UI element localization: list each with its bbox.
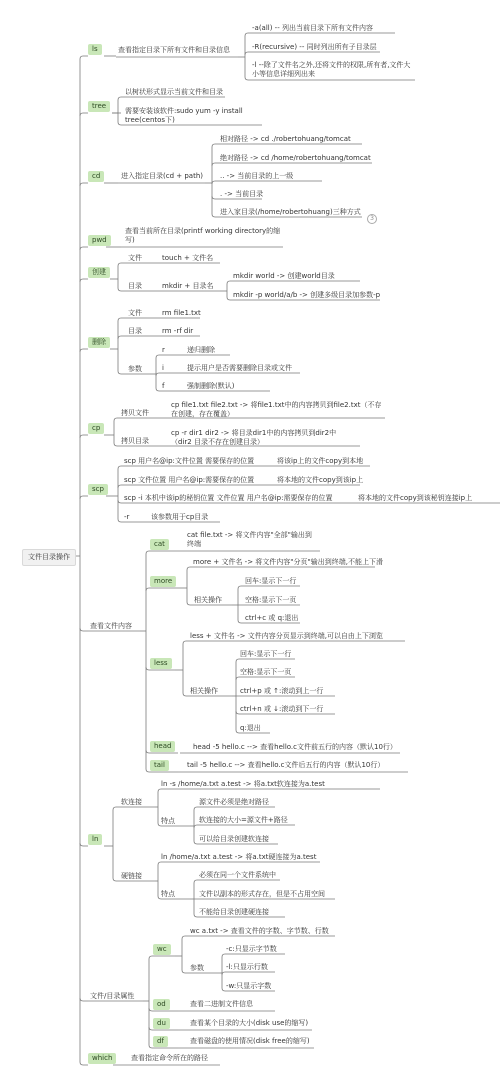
more-desc: more + 文件名 -> 将文件内容"分页"输出到终端,不能上下滑 bbox=[193, 558, 383, 566]
connector bbox=[156, 373, 300, 376]
ln-node: ln bbox=[88, 834, 102, 845]
scp-key: scp -i 本机中该ip的秘钥位置 文件位置 用户名@ip:需要保存的位置 bbox=[124, 494, 333, 502]
delete-param-r: r bbox=[162, 346, 165, 354]
tree-install: 需要安装该软件:sudo yum -y install tree(centos下) bbox=[125, 107, 243, 124]
connector bbox=[118, 318, 200, 321]
less-op-space: 空格:显示下一页 bbox=[240, 668, 292, 676]
more-op-quit: ctrl+c 或 q:退出 bbox=[245, 614, 299, 622]
connector bbox=[182, 936, 335, 939]
connector bbox=[80, 247, 88, 250]
delete-dir-cmd: rm -rf dir bbox=[162, 327, 194, 335]
connector bbox=[187, 567, 375, 570]
hard-feat-label: 特点 bbox=[161, 890, 175, 898]
cp-node: cp bbox=[88, 423, 104, 434]
soft-link-cmd: ln -s /home/a.txt a.test -> 将a.txt软连接为a.test bbox=[161, 780, 325, 788]
df-desc: 查看磁盘的使用情况(disk free的缩写) bbox=[190, 1037, 310, 1045]
connector bbox=[245, 33, 395, 36]
connector bbox=[113, 807, 155, 810]
connector bbox=[118, 485, 360, 488]
pwd-node: pwd bbox=[88, 235, 111, 246]
create-dir-label: 目录 bbox=[128, 282, 142, 290]
delete-param-f-desc: 强制删除(默认) bbox=[187, 382, 235, 390]
more-op-space: 空格:显示下一页 bbox=[245, 596, 297, 604]
cat-node: cat bbox=[150, 539, 169, 550]
attr-node: 文件/目录属性 bbox=[90, 992, 135, 1000]
connector bbox=[212, 181, 322, 184]
delete-dir-label: 目录 bbox=[128, 327, 142, 335]
connector bbox=[80, 349, 88, 352]
scp-r-desc: 该参数用于cp目录 bbox=[151, 513, 209, 521]
connector bbox=[236, 659, 295, 662]
head-desc: head -5 hello.c --> 查看hello.c文件前五行的内容（默认10行） bbox=[193, 743, 397, 751]
ls-option-l: -l --除了文件名之外,还将文件的权限,所有者,文件大小等信息详细列出来 bbox=[252, 61, 411, 78]
delete-param-label: 参数 bbox=[128, 365, 142, 373]
connector bbox=[222, 954, 285, 957]
scp-download: scp 用户名@ip:文件位置 需要保存的位置 bbox=[124, 457, 255, 465]
scp-upload-desc: 将本地的文件copy到该ip上 bbox=[277, 476, 364, 484]
soft-feat-label: 特点 bbox=[161, 817, 175, 825]
mkdir-example: mkdir world -> 创建world目录 bbox=[233, 272, 335, 280]
wc-node: wc bbox=[153, 944, 171, 955]
root-node: 文件目录操作 bbox=[22, 549, 76, 566]
connector bbox=[80, 1062, 88, 1065]
connector bbox=[227, 281, 360, 284]
connector bbox=[183, 641, 405, 644]
connector bbox=[80, 843, 88, 846]
connector bbox=[158, 862, 320, 865]
cd-node: cd bbox=[88, 171, 104, 182]
less-op-down: ctrl+n 或 ↓:滚动到下一行 bbox=[240, 705, 324, 713]
connector bbox=[236, 677, 295, 680]
wc-param-w: -w:只显示字数 bbox=[226, 982, 272, 990]
od-node: od bbox=[153, 999, 170, 1010]
connector bbox=[222, 972, 275, 975]
hard-feat-3: 不能给目录创建硬连接 bbox=[199, 908, 269, 916]
tail-desc: tail -5 hello.c --> 查看hello.c文件后五行的内容（默认10行） bbox=[187, 761, 385, 769]
cd-parent: .. -> 当前目录的上一级 bbox=[220, 172, 294, 180]
connector bbox=[194, 807, 275, 810]
od-desc: 查看二进制文件信息 bbox=[190, 1000, 253, 1008]
wc-desc: wc a.txt -> 查看文件的字数、字节数、行数 bbox=[190, 927, 329, 935]
scp-upload: scp 文件位置 用户名@ip:需要保存的位置 bbox=[124, 476, 255, 484]
connector bbox=[245, 52, 380, 55]
cd-absolute: 绝对路径 -> cd /home/robertohuang/tomcat bbox=[220, 154, 371, 162]
ls-desc: 查看指定目录下所有文件和目录信息 bbox=[118, 46, 230, 54]
soft-feat-1: 源文件必须是绝对路径 bbox=[199, 798, 269, 806]
delete-file-cmd: rm file1.txt bbox=[162, 309, 201, 317]
tail-node: tail bbox=[150, 760, 169, 771]
delete-param-i: i bbox=[162, 364, 164, 372]
which-desc: 查看指定命令所在的路径 bbox=[131, 1054, 208, 1062]
cd-home: 进入家目录(/home/robertohuang)三种方式 bbox=[220, 208, 361, 216]
connector bbox=[156, 355, 230, 358]
connector bbox=[80, 56, 88, 59]
df-node: df bbox=[153, 1036, 168, 1047]
scp-r: -r bbox=[124, 513, 130, 521]
view-content-node: 查看文件内容 bbox=[90, 622, 132, 630]
connector bbox=[80, 998, 88, 1001]
pwd-desc: 查看当前所在目录(printf working directory的缩写) bbox=[125, 227, 281, 244]
wc-param-c: -c:只显示字节数 bbox=[226, 945, 277, 953]
du-desc: 查看某个目录的大小(disk use的缩写) bbox=[190, 1019, 309, 1027]
less-ops-label: 相关操作 bbox=[190, 687, 218, 695]
mkdir-p-example: mkdir -p world/a/b -> 创建多级目录加参数-p bbox=[233, 291, 381, 299]
tree-desc: 以树状形式显示当前文件和目录 bbox=[125, 88, 223, 96]
delete-node: 删除 bbox=[88, 337, 110, 348]
connector bbox=[212, 144, 362, 147]
connector bbox=[80, 279, 88, 282]
collapsed-count-badge[interactable]: 3 bbox=[367, 214, 377, 224]
connector bbox=[238, 586, 300, 589]
connector bbox=[149, 956, 175, 959]
cp-dir-desc: cp -r dir1 dir2 -> 将目录dir1中的内容拷贝到dir2中（dir2 目录不存在创建目录） bbox=[171, 429, 337, 446]
wc-param-label: 参数 bbox=[190, 964, 204, 972]
ls-node: ls bbox=[88, 44, 102, 55]
create-dir-cmd: mkdir + 目录名 bbox=[162, 282, 214, 290]
tree-node: tree bbox=[88, 101, 110, 112]
cp-file-label: 拷贝文件 bbox=[121, 409, 149, 417]
hard-link-label: 硬链接 bbox=[121, 872, 142, 880]
cd-relative: 相对路径 -> cd ./robertohuang/tomcat bbox=[220, 135, 351, 143]
less-desc: less + 文件名 -> 文件内容分页显示到终端,可以自由上下浏览 bbox=[190, 632, 383, 640]
more-ops-label: 相关操作 bbox=[194, 596, 222, 604]
delete-file-label: 文件 bbox=[128, 309, 142, 317]
create-file-label: 文件 bbox=[128, 254, 142, 262]
less-op-enter: 回车:显示下一行 bbox=[240, 650, 292, 658]
cp-dir-label: 拷贝目录 bbox=[121, 437, 149, 445]
head-node: head bbox=[150, 741, 175, 752]
less-op-up: ctrl+p 或 ↑:滚动到上一行 bbox=[240, 687, 324, 695]
less-node: less bbox=[150, 658, 172, 669]
create-node: 创建 bbox=[88, 267, 110, 278]
hard-feat-2: 文件以副本的形式存在，但是不占用空间 bbox=[199, 890, 325, 898]
connector bbox=[212, 163, 372, 166]
less-op-quit: q:退出 bbox=[240, 724, 261, 732]
cd-desc: 进入指定目录(cd + path) bbox=[121, 172, 203, 180]
connector bbox=[80, 113, 88, 116]
connector bbox=[194, 880, 280, 883]
scp-node: scp bbox=[88, 484, 108, 495]
connector bbox=[158, 789, 380, 792]
delete-param-i-desc: 提示用户是否需要删除目录或文件 bbox=[187, 364, 292, 372]
scp-download-desc: 将该ip上的文件copy到本地 bbox=[277, 457, 364, 465]
connector bbox=[146, 588, 180, 591]
ls-option-a: -a(all) -- 列出当前目录下所有文件内容 bbox=[252, 24, 373, 32]
connector bbox=[118, 336, 200, 339]
connector bbox=[194, 825, 295, 828]
delete-param-f: f bbox=[162, 382, 165, 390]
connector bbox=[80, 496, 88, 499]
delete-param-r-desc: 递归删除 bbox=[187, 346, 215, 354]
connector bbox=[80, 628, 88, 631]
connector bbox=[118, 466, 370, 469]
more-node: more bbox=[150, 576, 176, 587]
create-file-cmd: touch + 文件名 bbox=[162, 254, 214, 262]
soft-feat-2: 软连接的大小=源文件+路径 bbox=[199, 816, 288, 824]
soft-link-label: 软连接 bbox=[121, 798, 142, 806]
soft-feat-3: 可以给目录创建软连接 bbox=[199, 835, 269, 843]
connector bbox=[80, 183, 88, 186]
connector bbox=[118, 97, 225, 100]
connector bbox=[80, 435, 88, 438]
wc-param-l: -l:只显示行数 bbox=[226, 963, 268, 971]
hard-link-cmd: ln /home/a.txt a.test -> 将a.txt硬连接为a.test bbox=[161, 853, 317, 861]
scp-key-desc: 将本地的文件copy到该秘钥连接ip上 bbox=[358, 494, 473, 502]
ls-option-r: -R(recursive) -- 同时列出所有子目录层 bbox=[252, 43, 377, 51]
hard-feat-1: 必须在同一个文件系统中 bbox=[199, 871, 276, 879]
cat-desc: cat file.txt -> 将文件内容"全部"输出到终端 bbox=[187, 531, 312, 548]
more-op-enter: 回车:显示下一行 bbox=[245, 577, 297, 585]
du-node: du bbox=[153, 1018, 170, 1029]
cd-current: . -> 当前目录 bbox=[220, 190, 264, 198]
cp-file-desc: cp file1.txt file2.txt -> 将file1.txt中的内容拷贝到file2.txt（不存在创建，存在覆盖） bbox=[171, 401, 382, 418]
connector bbox=[118, 263, 220, 266]
which-node: which bbox=[88, 1053, 116, 1064]
connector bbox=[146, 551, 170, 554]
